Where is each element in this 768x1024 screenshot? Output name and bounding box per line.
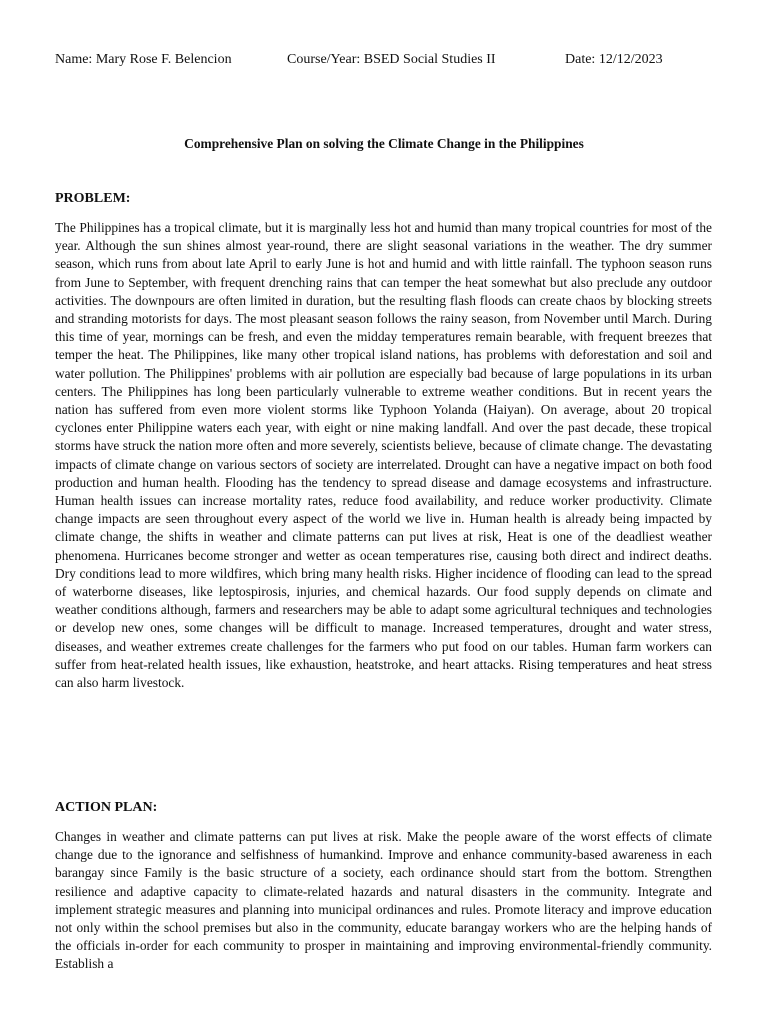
action-plan-paragraph: Changes in weather and climate patterns can put lives at risk. Make the people aware of the worst effects of climate change due to the ignorance and selfishness of humankind. Improve and enhance community-based awareness in each barangay since Family is the basic structure of a society, each ordinance should start from the bottom. Strengthen resilience and adaptive capacity to climate-related hazards and natural disasters in the community. Integrate and implement strategic measures and planning into municipal ordinances and rules. Promote literacy and improve education not only within the school premises but also in the community, educate barangay workers who are the helping hands of the officials in-order for each community to prosper in maintaining and improving environmental-friendly community. Establish a — [55, 829, 712, 972]
action-plan-heading: ACTION PLAN: — [55, 800, 158, 815]
student-name: Name: Mary Rose F. Belencion — [55, 52, 232, 67]
document-title: Comprehensive Plan on solving the Climate Change in the Philippines — [184, 136, 584, 151]
problem-heading: PROBLEM: — [55, 191, 131, 206]
document-date: Date: 12/12/2023 — [565, 52, 663, 67]
course-year: Course/Year: BSED Social Studies II — [287, 52, 496, 67]
problem-paragraph: The Philippines has a tropical climate, but it is marginally less hot and humid than many tropical countries for most of the year. Although the sun shines almost year-round, there are slight seasonal variations in the weather. The dry summer season, which runs from about late April to early June is hot and humid and with little rainfall. The typhoon season runs from June to September, with frequent drenching rains that can temper the heat somewhat but also preclude any outdoor activities. The downpours are often limited in duration, but the resulting flash floods can create chaos by blocking streets and stranding motorists for days. The most pleasant season follows the rainy season, from November until March. During this time of year, mornings can be fresh, and even the midday temperatures remain bearable, with frequent breezes that temper the heat. The Philippines, like many other tropical island nations, has problems with deforestation and soil and water pollution. The Philippines' problems with air pollution are especially bad because of large populations in its urban centers. The Philippines has long been particularly vulnerable to extreme weather conditions. But in recent years the nation has suffered from even more violent storms like Typhoon Yolanda (Haiyan). On average, about 20 tropical cyclones enter Philippine waters each year, with eight or nine making landfall. And over the past decade, these tropical storms have struck the nation more often and more severely, scientists believe, because of climate change. The devastating impacts of climate change on various sectors of society are interrelated. Drought can have a negative impact on both food production and human health. Flooding has the tendency to spread disease and damage ecosystems and infrastructure. Human health issues can increase mortality rates, reduce food availability, and reduce worker productivity. Climate change impacts are seen throughout every aspect of the world we live in. Human health is already being impacted by climate change, the shifts in weather and climate patterns can put lives at risk, Heat is one of the deadliest weather phenomena. Hurricanes become stronger and wetter as ocean temperatures rise, causing both direct and indirect deaths. Dry conditions lead to more wildfires, which bring many health risks. Higher incidence of flooding can lead to the spread of waterborne diseases, like leptospirosis, injuries, and chemical hazards. Our food supply depends on climate and weather conditions although, farmers and researchers may be able to adapt some agricultural techniques and technologies or develop new ones, some changes will be difficult to manage. Increased temperatures, drought and water stress, diseases, and weather extremes create challenges for the farmers who put food on our tables. Human farm workers can suffer from heat-related health issues, like exhaustion, heatstroke, and heart attacks. Rising temperatures and heat stress can also harm livestock. — [55, 220, 712, 691]
